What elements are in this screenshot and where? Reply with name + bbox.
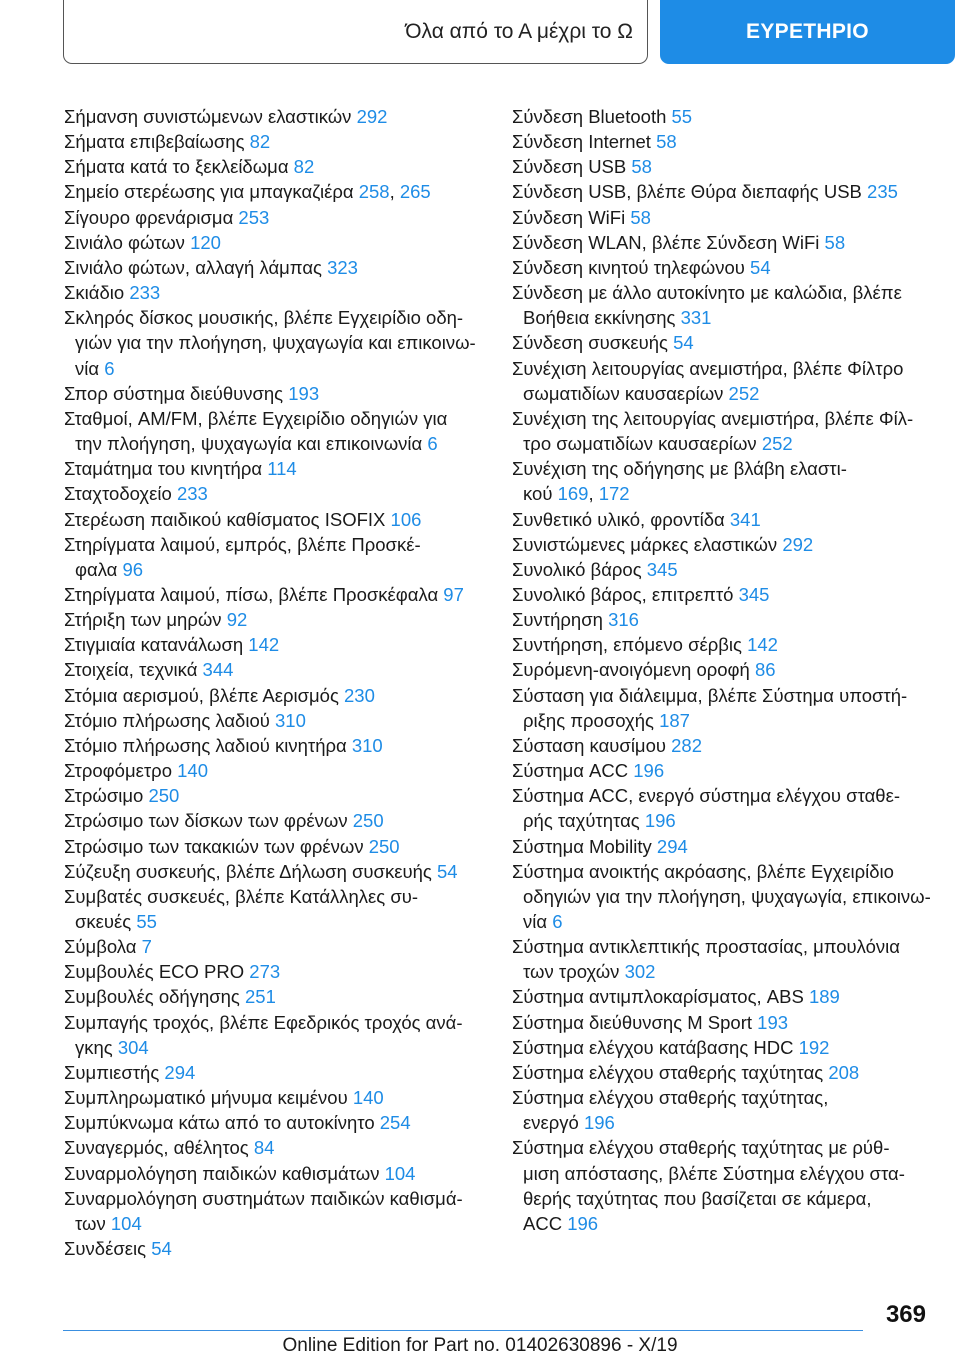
page-reference-link[interactable]: 82	[249, 131, 271, 153]
page-reference-link[interactable]: 250	[352, 810, 384, 832]
index-entry: Σύστημα αντιμπλοκαρίσματος, ABS 189	[512, 986, 840, 1008]
index-entry: Στρώσιμο των δίσκων των φρένων 250	[64, 810, 384, 832]
page-number: 369	[885, 1301, 926, 1328]
page-reference-link[interactable]: 172	[598, 483, 630, 505]
page-reference-link[interactable]: 169	[557, 483, 589, 505]
page-reference-link[interactable]: 54	[750, 256, 771, 278]
page-reference-link[interactable]: 235	[867, 181, 898, 203]
index-entry: Σύνδεση WLAN, βλέπε Σύνδεση WiFi 58	[512, 231, 846, 253]
index-entry: Στρώσιμο των τακακιών των φρένων 250	[64, 835, 400, 857]
index-entry: Συμβουλές ECO PRO 273	[64, 961, 281, 983]
index-entry: Σύνδεση Internet 58	[512, 131, 677, 153]
index-entry: Συμπύκνωμα κάτω από το αυτοκίνητο 254	[64, 1112, 411, 1134]
index-entry: Στροφόμετρο 140	[64, 760, 208, 782]
index-entry: Στόμιο πλήρωσης λαδιού 310	[64, 709, 306, 731]
index-entry: Συνολικό βάρος 345	[512, 558, 678, 580]
index-entry: Στοιχεία, τεχνικά 344	[64, 659, 234, 681]
page-reference-link[interactable]: 140	[352, 1087, 384, 1109]
index-entry: Σκληρός δίσκος μουσικής, βλέπε Εγχειρίδιο οδη‐ γιών για την πλοήγηση, ψυχαγωγία και επικοινω‐ νία 6	[64, 307, 476, 379]
index-entry: Σινιάλο φώτων, αλλαγή λάμπας 323	[64, 256, 358, 278]
page-reference-link[interactable]: 344	[202, 659, 234, 681]
index-entry: Συναρμολόγηση συστημάτων παιδικών καθισμά‐ των 104	[64, 1187, 463, 1234]
page-reference-link[interactable]: 58	[824, 231, 846, 253]
page-reference-link[interactable]: 341	[729, 508, 761, 530]
index-entry: Σύνδεση Bluetooth 55	[512, 106, 693, 127]
page-reference-link[interactable]: 96	[122, 558, 144, 580]
index-entry: Σημείο στερέωσης για μπαγκαζιέρα 258, 265	[64, 181, 431, 203]
page-reference-link[interactable]: 142	[248, 634, 280, 656]
index-entry: Συντήρηση, επόμενο σέρβις 142	[512, 634, 778, 656]
index-entry: Συνέχιση λειτουργίας ανεμιστήρα, βλέπε Φίλτρο σωματιδίων καυσαερίων 252	[512, 357, 904, 404]
page-reference-link[interactable]: 323	[327, 256, 358, 278]
page-reference-link[interactable]: 187	[659, 709, 690, 731]
index-entry: Σήματα κατά το ξεκλείδωμα 82	[64, 156, 315, 178]
page-reference-link[interactable]: 196	[633, 760, 665, 782]
index-entry: Συμβατές συσκευές, βλέπε Κατάλληλες συ‐ σκευές 55	[64, 885, 419, 932]
index-entry: Στρώσιμο 250	[64, 785, 180, 807]
page-reference-link[interactable]: 140	[177, 760, 208, 782]
index-column-right	[512, 104, 932, 1236]
tab-index-label: ΕΥΡΕΤΗΡΙΟ	[746, 20, 869, 43]
index-entry: Σύσταση για διάλειμμα, βλέπε Σύστημα υποστή‐ ριξης προσοχής 187	[512, 684, 908, 731]
index-entry: Σκιάδιο 233	[64, 282, 161, 304]
index-entry: Στιγμιαία κατανάλωση 142	[64, 634, 280, 656]
page-reference-link[interactable]: 196	[644, 810, 676, 832]
footer-edition-text: Online Edition for Part no. 01402630896 - X/19	[282, 1335, 678, 1356]
page-reference-link[interactable]: 55	[136, 911, 157, 932]
page-reference-link[interactable]: 6	[552, 911, 563, 932]
page-reference-link[interactable]: 58	[630, 206, 651, 228]
index-entry: Σταθμοί, AM/FM, βλέπε Εγχειρίδιο οδηγιών για την πλοήγηση, ψυχαγωγία και επικοινωνία 6	[64, 407, 448, 455]
page-reference-link[interactable]: 230	[344, 684, 375, 706]
page-reference-link[interactable]: 189	[808, 986, 840, 1008]
page-reference-link[interactable]: 196	[567, 1212, 599, 1234]
page-reference-link[interactable]: 250	[148, 785, 180, 807]
index-entry: Συρόμενη-ανοιγόμενη οροφή 86	[512, 659, 776, 681]
index-entry: Σύστημα ACC 196	[512, 760, 665, 782]
index-entry: Συμπληρωματικό μήνυμα κειμένου 140	[64, 1087, 384, 1109]
page-reference-link[interactable]: 254	[379, 1112, 411, 1134]
index-entry: Σπορ σύστημα διεύθυνσης 193	[64, 382, 320, 404]
index-entry: Στηρίγματα λαιμού, εμπρός, βλέπε Προσκέ‐ φαλα 96	[64, 533, 421, 580]
page-reference-link[interactable]: 258	[358, 181, 390, 203]
page-reference-link[interactable]: 142	[747, 634, 778, 656]
index-entry: Σήματα επιβεβαίωσης 82	[64, 131, 271, 153]
index-entry: Σταμάτημα του κινητήρα 114	[64, 458, 297, 480]
index-entry: Συνέχιση της λειτουργίας ανεμιστήρα, βλέπε Φίλ‐ τρο σωματιδίων καυσαερίων 252	[512, 407, 914, 455]
page-reference-link[interactable]: 250	[368, 835, 400, 857]
index-entry: Συνιστώμενες μάρκες ελαστικών 292	[512, 533, 814, 555]
index-entry: Σύνδεση κινητού τηλεφώνου 54	[512, 256, 771, 278]
index-entry: Σύστημα ελέγχου σταθερής ταχύτητας 208	[512, 1061, 860, 1083]
index-entry: Σήμανση συνιστώμενων ελαστικών 292	[64, 106, 388, 127]
index-entry: Συμβουλές οδήγησης 251	[64, 986, 276, 1008]
index-entry: Στήριξη των μηρών 92	[64, 609, 248, 631]
index-entry: Συνέχιση της οδήγησης με βλάβη ελαστι‐ κού 169, 172	[512, 458, 847, 505]
index-entry: Σίγουρο φρενάρισμα 253	[64, 206, 270, 228]
page-reference-link[interactable]: 104	[110, 1212, 142, 1234]
index-entry: Σύνδεση USB, βλέπε Θύρα διεπαφής USB 235	[512, 181, 898, 203]
page-reference-link[interactable]: 54	[436, 860, 458, 882]
page-reference-link[interactable]: 193	[757, 1011, 789, 1033]
index-entry: Σύστημα ελέγχου σταθερής ταχύτητας με ρύθ‐ μιση απόστασης, βλέπε Σύστημα ελέγχου στα‐ θερής ταχύτητας που βασίζεται σε κάμερα, ACC 196	[512, 1137, 905, 1234]
tab-index[interactable]	[660, 0, 955, 64]
page-reference-link[interactable]: 302	[624, 961, 656, 983]
index-entry: Σταχτοδοχείο 233	[64, 483, 208, 505]
page-reference-link[interactable]: 292	[782, 533, 814, 555]
page-reference-link[interactable]: 345	[738, 583, 770, 605]
page-reference-link[interactable]: 97	[443, 583, 464, 605]
page-reference-link[interactable]: 294	[656, 835, 688, 857]
page-reference-link[interactable]: 273	[249, 961, 281, 983]
page-reference-link[interactable]: 54	[151, 1238, 172, 1260]
page-reference-link[interactable]: 294	[164, 1061, 196, 1083]
index-entry: Συναγερμός, αθέλητος 84	[64, 1137, 275, 1159]
page-reference-link[interactable]: 253	[238, 206, 270, 228]
page-reference-link[interactable]: 233	[129, 282, 161, 304]
tab-a-to-z-label: Όλα από το Α μέχρι το Ω	[405, 19, 633, 43]
page-reference-link[interactable]: 6	[104, 357, 115, 379]
page-reference-link[interactable]: 316	[608, 609, 639, 631]
page-reference-link[interactable]: 106	[390, 508, 422, 530]
index-entry: Σύνδεση USB 58	[512, 156, 652, 178]
page-reference-link[interactable]: 331	[680, 307, 712, 329]
page-reference-link[interactable]: 58	[656, 131, 677, 153]
footer-divider	[63, 1330, 863, 1331]
index-entry: Στόμιο πλήρωσης λαδιού κινητήρα 310	[64, 734, 383, 756]
index-entry: Σύστημα ανοικτής ακρόασης, βλέπε Εγχειρίδιο οδηγιών για την πλοήγηση, ψυχαγωγία, επικοινω‐ νία 6	[512, 860, 931, 932]
page-reference-link[interactable]: 192	[798, 1036, 830, 1058]
page-reference-link[interactable]: 58	[631, 156, 652, 178]
page-reference-link[interactable]: 233	[176, 483, 208, 505]
index-entry: Συνδέσεις 54	[64, 1238, 172, 1260]
index-entry: Σινιάλο φώτων 120	[64, 231, 221, 253]
index-entry: Στηρίγματα λαιμού, πίσω, βλέπε Προσκέφαλα 97	[64, 583, 464, 605]
page-reference-link[interactable]: 304	[117, 1036, 149, 1058]
index-column-left	[64, 104, 484, 1261]
index-entry: Σύνδεση WiFi 58	[512, 206, 651, 228]
page-reference-link[interactable]: 282	[671, 734, 703, 756]
page-reference-link[interactable]: 310	[351, 734, 383, 756]
page-reference-link[interactable]: 6	[427, 433, 438, 455]
page-reference-link[interactable]: 54	[673, 332, 694, 354]
page-reference-link[interactable]: 292	[356, 106, 388, 127]
page-reference-link[interactable]: 114	[267, 458, 297, 480]
index-entry: Σύσταση καυσίμου 282	[512, 734, 703, 756]
index-entry: Στόμια αερισμού, βλέπε Αερισμός 230	[64, 684, 375, 706]
page-reference-link[interactable]: 92	[226, 609, 248, 631]
index-entry: Συνθετικό υλικό, φροντίδα 341	[512, 508, 761, 530]
index-entry: Σύνδεση συσκευής 54	[512, 332, 694, 354]
page-reference-link[interactable]: 310	[275, 709, 306, 731]
page-reference-link[interactable]: 55	[671, 106, 693, 127]
index-entry: Συντήρηση 316	[512, 609, 639, 631]
page-reference-link[interactable]: 251	[245, 986, 276, 1008]
index-entry: Σύστημα διεύθυνσης M Sport 193	[512, 1011, 789, 1033]
index-entry: Σύστημα ACC, ενεργό σύστημα ελέγχου σταθε‐ ρής ταχύτητας 196	[512, 785, 901, 832]
index-entry: Σύζευξη συσκευής, βλέπε Δήλωση συσκευής 54	[64, 860, 458, 882]
page-reference-link[interactable]: 193	[288, 382, 320, 404]
page-reference-link[interactable]: 252	[728, 382, 760, 404]
page-reference-link[interactable]: 252	[761, 433, 793, 455]
index-entry: Σύνδεση με άλλο αυτοκίνητο με καλώδια, βλέπε Βοήθεια εκκίνησης 331	[512, 282, 902, 329]
index-entry: Συνολικό βάρος, επιτρεπτό 345	[512, 583, 770, 605]
page-reference-link[interactable]: 82	[293, 156, 315, 178]
index-entry: Σύστημα Mobility 294	[512, 835, 688, 857]
page-reference-link[interactable]: 265	[399, 181, 431, 203]
index-entry: Στερέωση παιδικού καθίσματος ISOFIX 106	[64, 508, 422, 530]
page-reference-link[interactable]: 84	[253, 1137, 275, 1159]
tab-a-to-z[interactable]	[63, 0, 648, 64]
index-entry: Σύστημα ελέγχου κατάβασης HDC 192	[512, 1036, 830, 1058]
page-reference-link[interactable]: 196	[583, 1112, 615, 1134]
index-entry: Συμπιεστής 294	[64, 1061, 196, 1083]
page-reference-link[interactable]: 208	[828, 1061, 860, 1083]
index-entry: Συμπαγής τροχός, βλέπε Εφεδρικός τροχός ανά‐ γκης 304	[64, 1011, 463, 1058]
index-entry: Συναρμολόγηση παιδικών καθισμάτων 104	[64, 1162, 416, 1184]
page-reference-link[interactable]: 104	[384, 1162, 416, 1184]
page-reference-link[interactable]: 120	[190, 231, 221, 253]
page-reference-link[interactable]: 7	[141, 936, 152, 958]
index-entry: Σύστημα αντικλεπτικής προστασίας, μπουλόνια των τροχών 302	[512, 936, 900, 983]
page-reference-link[interactable]: 345	[646, 558, 678, 580]
page-reference-link[interactable]: 86	[754, 659, 776, 681]
index-entry: Σύμβολα 7	[64, 936, 152, 958]
index-entry: Σύστημα ελέγχου σταθερής ταχύτητας, ενεργό 196	[512, 1087, 829, 1134]
